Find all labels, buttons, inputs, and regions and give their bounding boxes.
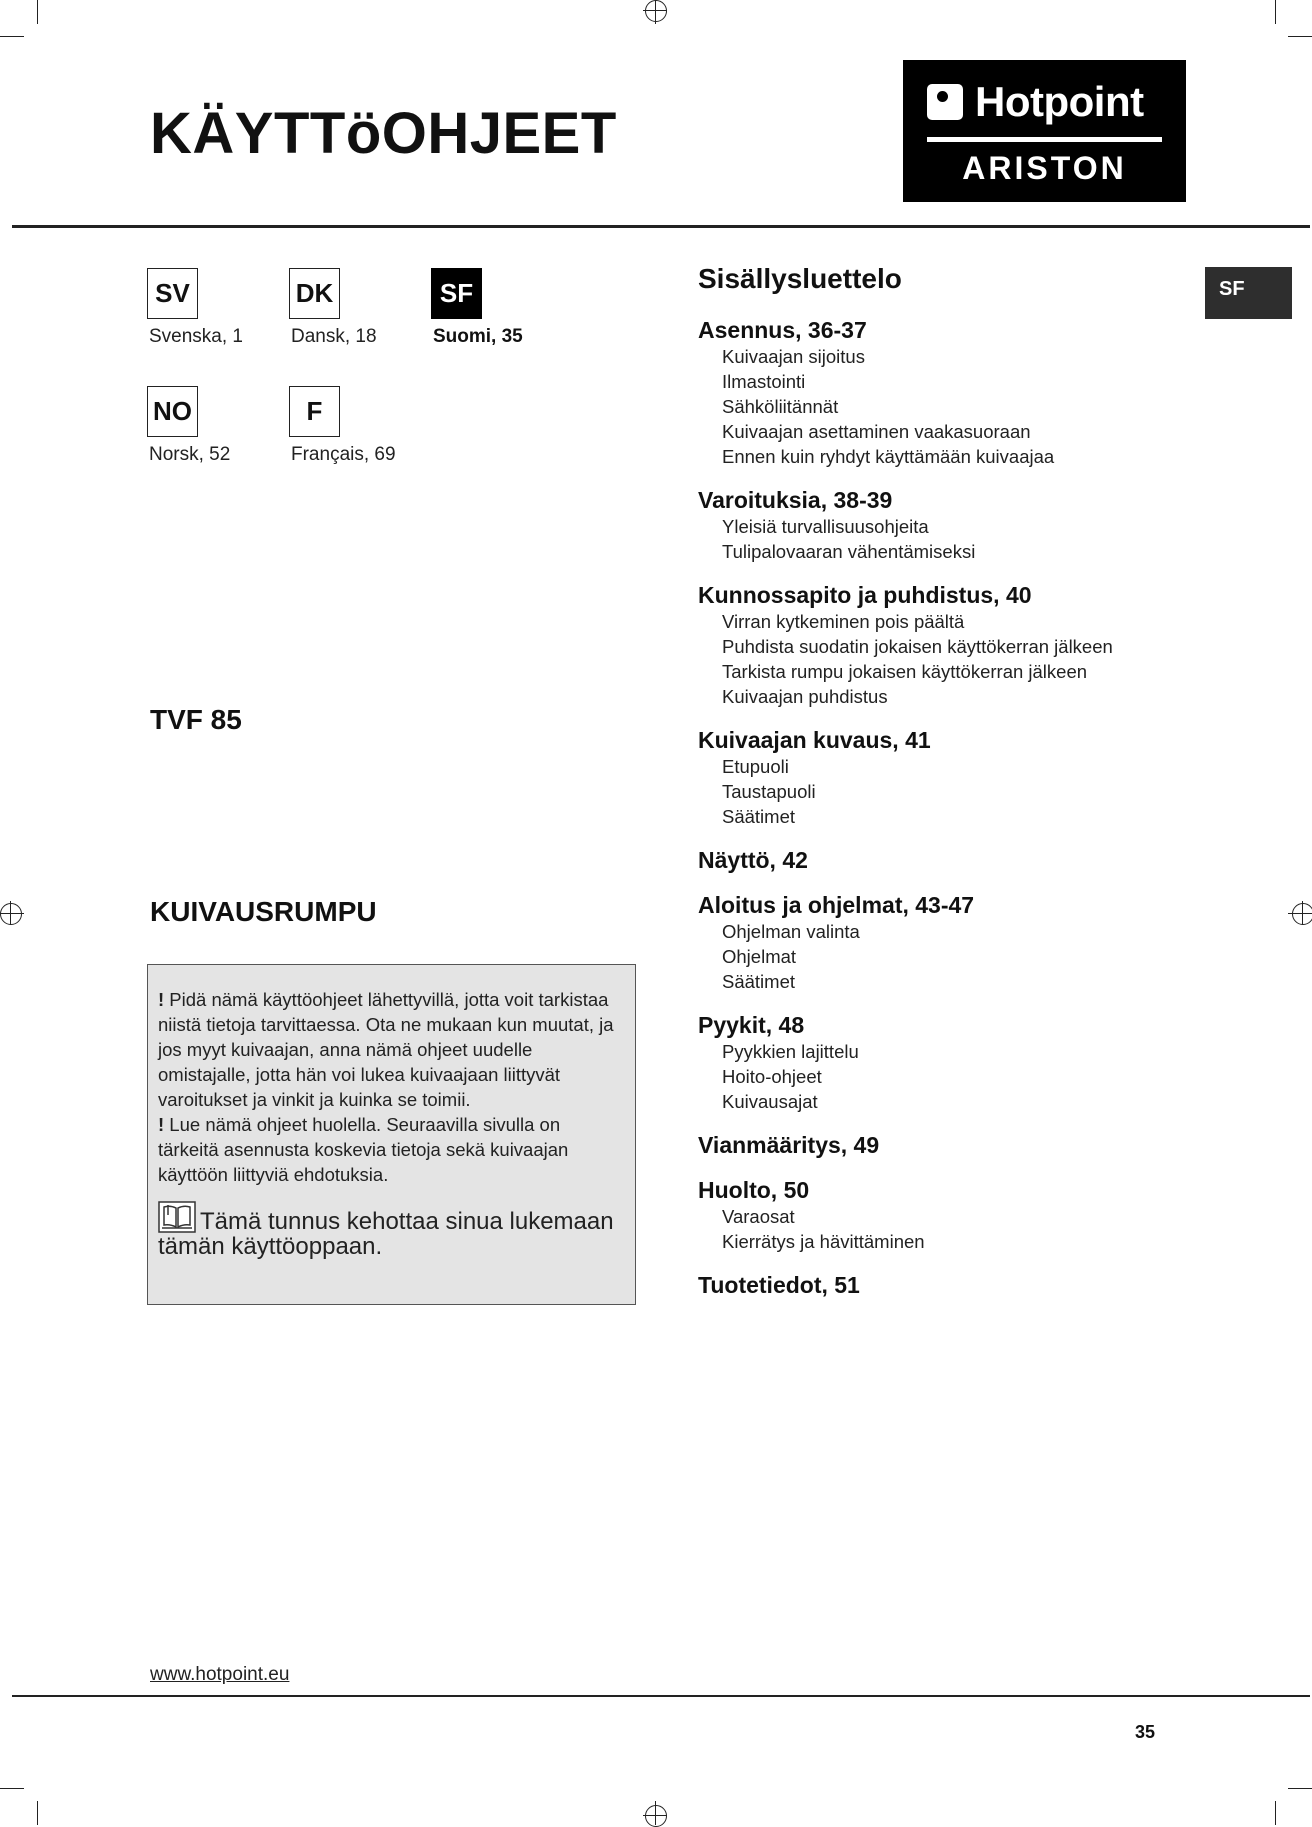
header-rule xyxy=(12,225,1310,228)
language-tab: SF xyxy=(1205,267,1292,319)
lang-caption-sv: Svenska, 1 xyxy=(149,326,243,347)
toc-item: Tarkista rumpu jokaisen käyttökerran jälkeen xyxy=(722,661,1088,682)
page-number: 35 xyxy=(1135,1722,1156,1742)
book-note-text: Tämä tunnus kehottaa sinua lukemaan tämän käyttöoppaan. xyxy=(158,1208,614,1260)
lang-box-no[interactable]: NO xyxy=(147,386,198,437)
toc-section-title: Asennus, 36-37 xyxy=(698,317,867,343)
lang-box-dk[interactable]: DK xyxy=(289,268,340,319)
lang-box-sf[interactable]: SF xyxy=(431,268,482,319)
warning-mark: ! xyxy=(158,989,165,1010)
toc-item: Säätimet xyxy=(722,806,796,827)
toc-section xyxy=(698,1011,1238,1114)
toc-item: Kierrätys ja hävittäminen xyxy=(722,1231,925,1252)
product-type: KUIVAUSRUMPU xyxy=(150,896,377,927)
logo-sub: ARISTON xyxy=(962,150,1127,186)
notice-box xyxy=(147,964,636,1305)
toc-section xyxy=(698,1176,1238,1254)
toc-item: Ohjelman valinta xyxy=(722,921,860,942)
notice-paragraph-1: Pidä nämä käyttöohjeet lähettyvillä, jotta voit tarkistaa niistä tietoja tarvittaessa. Ota ne mukaan kun muutat, ja jos myyt kuivaajan, anna nämä ohjeet uudelle omistajalle, jotta hän voi lukea kuivaajaan liittyvät varoitukset ja vinkit ja kuinka se toimii. xyxy=(158,989,614,1110)
notice-paragraph-2: Lue nämä ohjeet huolella. Seuraavilla sivulla on tärkeitä asennusta koskevia tietoja sekä kuivaajan käyttöön liittyviä ehdotuksia. xyxy=(158,1114,569,1185)
lang-caption-sf: Suomi, 35 xyxy=(433,326,523,347)
toc-item: Kuivausajat xyxy=(722,1091,818,1112)
toc-section xyxy=(698,1131,1238,1159)
lang-caption-no: Norsk, 52 xyxy=(149,444,231,465)
toc-section-title: Vianmääritys, 49 xyxy=(698,1132,880,1158)
lang-box-sv[interactable]: SV xyxy=(147,268,198,319)
toc-section xyxy=(698,581,1238,709)
toc-item: Kuivaajan sijoitus xyxy=(722,346,865,367)
toc-item: Pyykkien lajittelu xyxy=(722,1041,859,1062)
notice-text xyxy=(158,987,623,1187)
toc-section-title: Kuivaajan kuvaus, 41 xyxy=(698,727,931,753)
logo-brand: Hotpoint xyxy=(975,78,1144,125)
table-of-contents xyxy=(698,316,1238,1316)
hotpoint-ariston-logo xyxy=(903,60,1186,202)
page-title: KÄYTTöOHJEET xyxy=(150,101,617,166)
toc-item: Kuivaajan asettaminen vaakasuoraan xyxy=(722,421,1031,442)
toc-section xyxy=(698,846,1238,874)
toc-section xyxy=(698,726,1238,829)
toc-section xyxy=(698,1271,1238,1299)
toc-item: Säätimet xyxy=(722,971,796,992)
toc-item: Tulipalovaaran vähentämiseksi xyxy=(722,541,976,562)
warning-mark: ! xyxy=(158,1114,165,1135)
toc-section-title: Huolto, 50 xyxy=(698,1177,810,1203)
toc-section-title: Pyykit, 48 xyxy=(698,1012,805,1038)
toc-item: Hoito-ohjeet xyxy=(722,1066,822,1087)
toc-section-title: Näyttö, 42 xyxy=(698,847,808,873)
toc-item: Yleisiä turvallisuusohjeita xyxy=(722,516,929,537)
logo-divider xyxy=(927,137,1162,142)
toc-section-title: Tuotetiedot, 51 xyxy=(698,1272,860,1298)
toc-item: Ilmastointi xyxy=(722,371,806,392)
toc-item: Ohjelmat xyxy=(722,946,797,967)
toc-heading: Sisällysluettelo xyxy=(698,263,902,294)
logo-mark-icon xyxy=(927,84,963,120)
toc-section-title: Aloitus ja ohjelmat, 43-47 xyxy=(698,892,975,918)
footer-rule xyxy=(12,1695,1310,1697)
lang-caption-f: Français, 69 xyxy=(291,444,396,465)
toc-item: Sähköliitännät xyxy=(722,396,839,417)
toc-item: Virran kytkeminen pois päältä xyxy=(722,611,965,632)
toc-item: Puhdista suodatin jokaisen käyttökerran jälkeen xyxy=(722,636,1113,657)
lang-box-f[interactable]: F xyxy=(289,386,340,437)
toc-section-title: Kunnossapito ja puhdistus, 40 xyxy=(698,582,1032,608)
toc-item: Taustapuoli xyxy=(722,781,816,802)
book-icon xyxy=(158,1201,196,1233)
read-manual-note xyxy=(158,1201,628,1259)
toc-section-title: Varoituksia, 38-39 xyxy=(698,487,893,513)
lang-caption-dk: Dansk, 18 xyxy=(291,326,377,347)
toc-item: Varaosat xyxy=(722,1206,795,1227)
website-link[interactable]: www.hotpoint.eu xyxy=(150,1664,290,1685)
toc-item: Kuivaajan puhdistus xyxy=(722,686,888,707)
toc-section xyxy=(698,891,1238,994)
toc-item: Etupuoli xyxy=(722,756,789,777)
toc-section xyxy=(698,486,1238,564)
toc-item: Ennen kuin ryhdyt käyttämään kuivaajaa xyxy=(722,446,1055,467)
model-number: TVF 85 xyxy=(150,704,242,735)
toc-section xyxy=(698,316,1238,469)
